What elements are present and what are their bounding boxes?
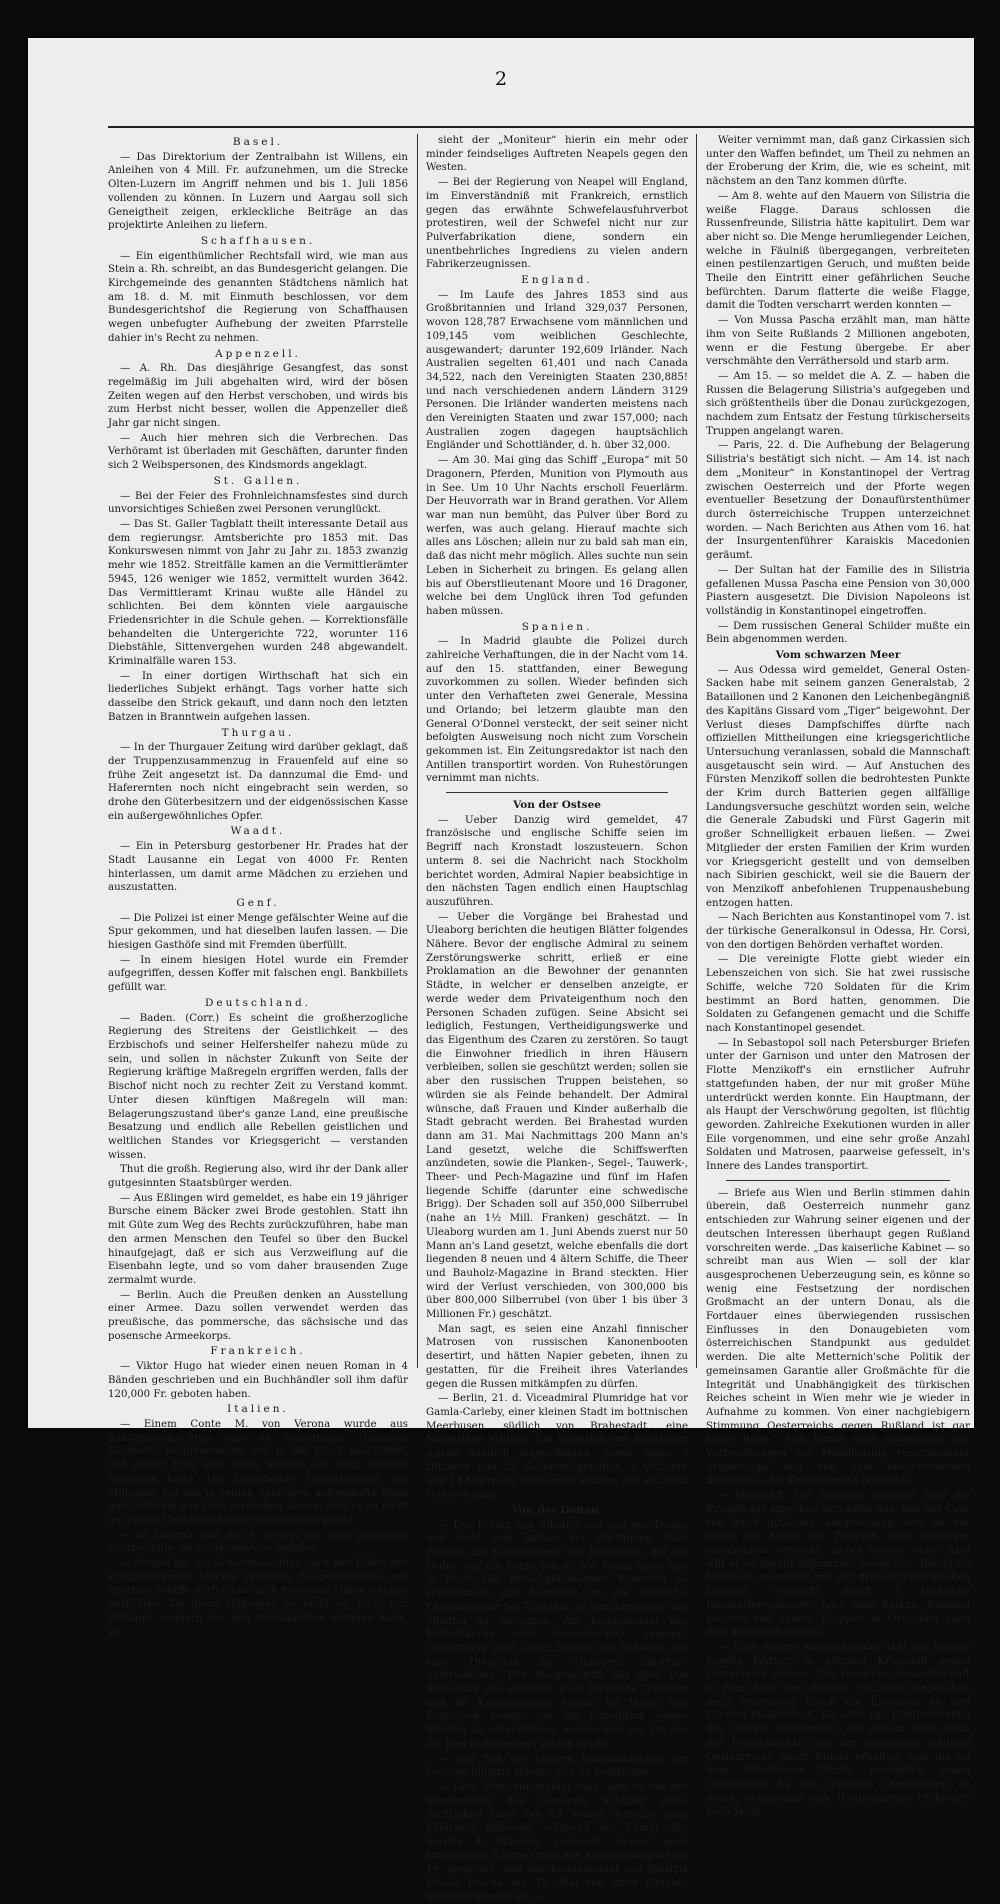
article-paragraph: — Das St. Galler Tagblatt theilt interessante Detail aus dem regierungsr. Amtsberichte pro 1853 mit. Das Konkurswesen nimmt von Jahr zu Jahr zu. 1853 zwanzig mehr wie 1852. Streitfälle kamen an die Vermittlerämter 5945, 126 weniger wie 1852, vermittelt wurden 3642. Das Vermittleramt Krinau wußte alle Händel zu schlichten. Bei dem könnten viele aargauische Friedensrichter in die Schule gehen. — Korrektionsfälle behandelten die Untergerichte 722, worunter 116 Diebstähle, Sittenvergehen wurden 248 abgewandelt. Kriminalfälle waren 153. <box>108 518 408 668</box>
article-paragraph: — Im Laufe des Jahres 1853 sind aus Großbritannien und Irland 329,037 Personen, wovon 128,787 Erwachsene vom männlichen und 109,145 vom weiblichen Geschlechte, ausgewandert; darunter 192,609 Irländer. Nach Australien segelten 61,401 und nach Canada 34,522, nach den Vereinigten Staaten 230,885! und nach verschiedenen andern Ländern 3129 Personen. Die Irländer wanderten meistens nach den Vereinigten Staaten und zwar 157,000; nach Australien zogen dagegen hauptsächlich Engländer und Schottländer, d. h. über 32,000. <box>426 289 688 452</box>
article-paragraph: — Am 8. wehte auf den Mauern von Silistria die weiße Flagge. Daraus schlossen die Russenfreunde, Silistria hätte kapitulirt. Dem war aber nicht so. Die Menge herumliegender Leichen, welche in Fäulniß übergegangen, verbreiteten einen pestilenzartigen Geruch, und mußten beide Theile den Eintritt einer gefährlichen Seuche befürchten. Darum flatterte die weiße Flagge, damit die Todten verscharrt werden konnten — <box>706 190 970 312</box>
column-3 <box>706 134 970 1818</box>
section-heading: Thurgau. <box>221 726 295 739</box>
article-paragraph: — Die vereinigte Flotte giebt wieder ein Lebenszeichen von sich. Sie hat zwei russische Schiffe, welche 720 Soldaten für die Krim bestimmt an Bord hatten, genommen. Die Soldaten zu Gefangenen gemacht und die Schiffe nach Konstantinopel gesendet. <box>706 954 970 1034</box>
article-paragraph: — Dem Moniteur meldet man, daß es mit der Verwundung des Generals Schilder seine Richtigkeit habe. Am 13. wurde derselbe nach Kalarasch gebracht, während der Kampf, der bereits 4 Stunden gedauert, immer noch fortwüthete. Ebenso wird aus Konstantinopel vom 10. gemeldet, daß der Kommandant von Silistria Mussa Pascha am 31. Mai von einer Granate getödtet worden sei. — <box>426 1781 688 1903</box>
article-paragraph: — Eine Wiener Korrespondenz läßt die Russen bereits faktisch in offenem Kriegsfall gegen Oesterreich stehen. Die russische Gesandtschaft in Wien habe den Auftrag, von allen Depeschen nach Petersburg durch ein Exemplar an den Fürsten Paskewitsch, als alter ego (Stellvertreter) des Czaren, abzusenden. Auf diesem Wege habe der Feldmarschall von der drohenden Haltung Oesterreichs sofort Kunde erhalten, was ihn zu dem Entschlusse führte, persönlich gegen Oesterreich zu den nöthigen Operationen zu leiten, demgemäß sein Hauptquartier rückwärts nach Jassy <box>706 1641 970 1818</box>
article-paragraph: — Berlin, 21. d. Viceadmiral Plumridge hat vor Gamla-Carleby, einer kleinen Stadt im bottnischen Meerbusen, südlich von Brahestadt, eine Niederlage erlitten. Ein Ueberfall der Engländer wurde nämlich abgeschlagen, wobei ihnen 3 Offiziere und 28 Soldaten getödtet, 2 Offiziere und 14 Matrosen verwundet wurden und ein Boot verloren ging. <box>426 1393 688 1501</box>
article-paragraph: — Mittwoch. Die heutigen Berichte über die Kriegsfrage sprechen sich offen aus, daß der Czar von einer gütlichen Ausgleichung, wie sie vor allem der König von Preußen, sein Schwager anzubahnen versucht, nichts wissen wolle. Also will er es darauf ankommen lassen?! — Der Prinz Napoleon marschirt mit der dritten französischen Division, verstärkt durch 3 türkische Infanterieregimenter nach dem Balkan. England beordre von seinen Truppen in Ostindien nach dem Kriegsschauplatz. <box>706 1490 970 1639</box>
section-heading: Waadt. <box>230 825 286 838</box>
section-heading: England. <box>521 274 593 287</box>
article-paragraph: — In der Thurgauer Zeitung wird darüber geklagt, daß der Truppenzusammenzug in Frauenfeld auf eine so frühe Zeit angesetzt ist. Da dannzumal die Emd- und Haferernten noch nicht eingebracht sein werden, so drohe den Güterbesitzern und der eidgenössischen Kasse ein außergewöhnliches Opfer. <box>108 742 408 822</box>
section-heading: Frankreich. <box>210 1345 306 1358</box>
column-divider <box>696 134 697 1368</box>
article-paragraph: — Am 30. Mai ging das Schiff „Europa“ mit 50 Dragonern, Pferden, Munition von Plymouth aus in See. Um 10 Uhr Nachts erscholl Feuerlärm. Der Heuvorrath war in Brand gerathen. Vor Allem war man nun bemüht, das Pulver über Bord zu werfen, was auch gelang. Hierauf machte sich alles ans Löschen; allein nur zu bald sah man ein, daß das nicht mehr möglich. Alles suchte nun sein Leben in Sicherheit zu bringen. Es gelang allen bis auf Oberstlieutenant Moore und 16 Dragoner, welche bei dem Unglück ihren Tod gefunden haben müssen. <box>426 455 688 617</box>
article-paragraph: — Ueber Danzig wird gemeldet, 47 französische und englische Schiffe seien im Begriff nach Kronstadt loszusteuern. Schon unterm 8. sei die Nachricht nach Stockholm berichtet worden, Admiral Napier beabsichtige in den nächsten Tagen endlich einen Hauptschlag auszuführen. <box>426 814 688 908</box>
column-divider <box>417 134 418 1368</box>
article-paragraph: — A. Rh. Das diesjährige Gesangfest, das sonst regelmäßig im Juli abgehalten wird, wird der bösen Zeiten wegen auf den Herbst verschoben, und wirds bis zum Herbst nicht besser, wollen die Appenzeller dieß Jahr gar nicht singen. <box>108 363 408 430</box>
section-heading: Genf. <box>236 896 280 909</box>
article-paragraph: — Der Ersatz von Silistria soll von der Donau und nicht vom Balkan her stattfinden. Said Pascha, der Kommandant von Rustschuk, hat die Ordre, der ein Korps von 40,000 Mann nebst den in Rustschuk zurückgebliebenen Reserven zu versammeln, das bestimmt ist, die russische Centrumslinie bei Turtukai zu durchbrechen und Silistria zu entsetzen. Als Kommandant des Entsatzkorps wird Ismender-Bey genannt. Gleichzeitig wird Omer Pascha von Schumla aus eine Diversion zu Gunsten Silistria's unternehmen. Der Hauptangriff soll aber von Rustschuk aus erfolgen. Zwei türkische Dampfer und 80 Kanonenboote stehen im Hafen von Rustschuk bereit, um die Expedition gegen Silistria zu unterstützen, welche sich am 18. der 20. Juni in Bewegung setzen dürfte. <box>426 1519 688 1750</box>
header-rule <box>108 126 974 128</box>
article-paragraph: — Am 15. — so meldet die A. Z. — haben die Russen die Belagerung Silistria's aufgegeben und sich größtentheils über die Donau zurückgezogen, nachdem zum Entsatz der Festung türkischerseits Truppen angelangt waren. <box>706 370 970 437</box>
section-heading: Spanien. <box>521 620 593 633</box>
article-paragraph: — Aus Odessa wird gemeldet, General Osten-Sacken habe mit seinem ganzen Generalstab, 2 Bataillonen und 2 Kanonen den Leichenbegängniß des Kapitäns Gissard vom „Tiger“ beigewohnt. Der Verlust dieses Dampfschiffes dürfte nach offiziellen Mittheilungen eine kriegsgerichtliche Untersuchung veranlassen, sobald die Mannschaft ausgetauscht sein wird. — Auf Anstuchen des Fürsten Menzikoff sollen die bedrohtesten Punkte der Krim durch Batterien gegen allfällige Landungsversuche geschützt worden sein, welche die Generale Zabudski und Fürst Gagerin mit großer Schnelligkeit erbauen ließen. — Zwei Mitglieder der ersten Familien der Krim wurden vor Kriegsgericht gestellt und von demselben nach Sibirien geschickt, weil sie die Bauern der von Menzikoff anbefohlenen Truppenaushebung entzogen hatten. <box>706 664 970 909</box>
article-paragraph: sieht der „Moniteur“ hierin ein mehr oder minder feindseliges Auftreten Neapels gegen den Westen. <box>426 135 688 174</box>
article-paragraph: — Einem Conte M. von Verona wurde aus Sanitätsrücksichten eine so bedeutende Quantität Maismehl weggenommen und in die Etsch geschüttet, daß dieser Fluß eine lange Strecke ein ganz anderes Aussehen hatte. Der betreffende Fruchtbesitzer, ein Millionär, hat das in seinen Speichern aufgehäufte Mehl und Getreide aus Geiz verderben lassen, weil er es nicht um einige Centesimi billiger losschlagen wollte. <box>108 1418 408 1526</box>
article-paragraph: — Bei der Feier des Frohnleichnamsfestes sind durch unvorsichtiges Schießen zwei Personen verunglückt. <box>108 490 408 516</box>
section-heading: Basel. <box>232 136 284 148</box>
section-heading: Italien. <box>227 1403 289 1416</box>
article-paragraph: — Viktor Hugo hat wieder einen neuen Roman in 4 Bänden geschrieben und ein Buchhändler soll ihm dafür 120,000 Fr. geboten haben. <box>108 1361 408 1400</box>
section-heading: St. Gallen. <box>213 474 303 487</box>
article-paragraph: Man sagt, es seien eine Anzahl finnischer Matrosen von russischen Kanonenbooten desertirt, und hätten Napier gebeten, ihnen zu gestatten, für die Freiheit ihres Vaterlandes gegen die Russen mitkämpfen zu dürfen. <box>426 1323 688 1390</box>
article-paragraph: — In einem hiesigen Hotel wurde ein Fremder aufgegriffen, dessen Koffer mit falschen engl. Bankbillets gefüllt war. <box>108 954 408 994</box>
article-paragraph: — Neapel hat die Schwefelausfuhr nach den Häfen der kriegsführenden Mächte verboten. Neapolitanische und neutrale Schiffe dürfen nur nach neutralen Häfen solchen ausführen. Da diese Maßregel, so heißt es, nicht nur Rußland, sondern nur den Westmächten schaden kann, so <box>108 1558 408 1638</box>
section-heading: Schaffhausen. <box>200 234 316 247</box>
article-paragraph: — In Livorno sind am 9. wegen der sehr günstigen Erntberichte die Getreidepreise gefallen. <box>108 1529 408 1555</box>
page-number: 2 <box>494 68 508 90</box>
article-paragraph: — In Sebastopol soll nach Petersburger Briefen unter der Garnison und unter den Matrosen der Flotte Menzikoff's ein ernstlicher Aufruhr stattgefunden haben, der nur mit großer Mühe unterdrückt werden konnte. Ein Hauptmann, der als Haupt der Verschwörung gegolten, ist flüchtig geworden. Zahlreiche Exekutionen wurden in aller Eile vorgenommen, und eine sehr große Anzahl Soldaten und Matrosen, paarweise gefesselt, in's Innere des Landes transportirt. <box>706 1037 970 1173</box>
article-paragraph: — Paris, 22. d. Die Aufhebung der Belagerung Silistria's bestätigt sich nicht. — Am 14. ist nach dem „Moniteur“ in Konstantinopel der Vertrag zwischen Oesterreich und der Pforte wegen eventueller Besetzung der Donaufürstenthümer durch österreichische Truppen unterzeichnet worden. — Nach Berichten aus Athen vom 16. hat der Insurgentenführer Karaiskis Macedonien geräumt. <box>706 440 970 562</box>
section-heading: Von der Donau. <box>511 1503 603 1516</box>
article-paragraph: — Der Tod des tapfern Kommandanten der Festung Silistria scheint sich zu bestätigen. <box>426 1753 688 1779</box>
article-paragraph: — In Madrid glaubte die Polizei durch zahlreiche Verhaftungen, die in der Nacht vom 14. auf den 15. stattfanden, einer Bewegung zuvorkommen zu sollen. Wieder befinden sich unter den Verhafteten zwei Generale, Messina und Orlando; bei letzerm glaubte man den General O'Donnel versteckt, der seit seiner nicht befolgten Ausweisung noch nicht zum Vorschein gekommen ist. Ein Zeitungsredaktor ist nach den Antillen transportirt worden. Von Ruhestörungen vernimmt man nichts. <box>426 636 688 785</box>
article-paragraph: — Baden. (Corr.) Es scheint die großherzogliche Regierung des Streitens der Geistlichkeit — des Erzbischofs und seiner Helfershelfer nahezu müde zu sein, und sollen in nächster Zukunft von Seite der Regierung kräftige Maßregeln ergriffen werden, falls der Bischof nicht noch zu rechter Zeit zu Verstand kommt. Unter diesen künftigen Maßregeln will man: Belagerungszustand über's ganze Land, eine preußische Besatzung und endlich alle Rebellen geistlichen und weltlichen Standes vor Kriegsgericht — verstanden wissen. <box>108 1012 408 1161</box>
article-paragraph: Weiter vernimmt man, daß ganz Cirkassien sich unter den Waffen befindet, um Theil zu nehmen an der Eroberung der Krim, die, wie es scheint, mit nächstem an den Tanz kommen dürfte. <box>706 135 970 188</box>
article-paragraph: — Von Mussa Pascha erzählt man, man hätte ihm von Seite Rußlands 2 Millionen angeboten, wenn er die Festung übergebe. Er aber verschmähte den Verräthersold und starb arm. <box>706 315 970 368</box>
section-heading: Deutschland. <box>204 996 312 1009</box>
section-divider <box>446 792 668 793</box>
article-paragraph: — Nach Berichten aus Konstantinopel vom 7. ist der türkische Generalkonsul in Odessa, Hr. Corsi, von den dortigen Behörden verhaftet worden. <box>706 912 970 951</box>
section-heading: Vom schwarzen Meer <box>775 649 901 662</box>
article-paragraph: — Ein in Petersburg gestorbener Hr. Prades hat der Stadt Lausanne ein Legat von 4000 Fr. Renten hinterlassen, um damit arme Mädchen zu erziehen und auszustatten. <box>108 841 408 894</box>
section-heading: Appenzell. <box>215 347 301 360</box>
newspaper-page <box>28 38 974 1903</box>
article-paragraph: — Dem russischen General Schilder mußte ein Bein abgenommen werden. <box>706 620 970 646</box>
article-paragraph: — In einer dortigen Wirthschaft hat sich ein liederliches Subjekt erhängt. Tags vorher hatte sich dasselbe den Strick gekauft, und dann noch den letzten Batzen in Branntwein aufgehen lassen. <box>108 670 408 723</box>
article-paragraph: — Bei der Regierung von Neapel will England, im Einverständniß mit Frankreich, ernstlich gegen das erwähnte Schwefelausfuhrverbot protestiren, weil der Schwefel nicht nur zur Pulverfabrikation diene, sondern ein unentbehrliches Ingrediens zu vielen andern Fabrikerzeugnissen. <box>426 177 688 271</box>
article-paragraph: — Briefe aus Wien und Berlin stimmen dahin überein, daß Oesterreich nunmehr ganz entschieden zur Wahrung seiner eigenen und der deutschen Interessen überhaupt gegen Rußland vorschreiten werde. „Das kaiserliche Kabinet — so schreibt man aus Wien — soll der klar ausgesprochenen Ueberzeugung sein, es könne so wenig eine Festsetzung der nordischen Großmacht an der untern Donau, als die Fortdauer eines überwiegenden russischen Einflusses in den Donaugebieten vom österreichischen Standpunkt aus geduldet werden. Die alte Metternich'sche Politik der gemeinsamen Garantie aller Großmächte für die Integrität und Unabhängigkeit des türkischen Reiches scheint in Wien mehr wie je wieder in Aufnahme zu kommen. Von einer nachgiebigern Stimmung Oesterreichs gegen Rußland ist gar keine Rede.“ Von Berlin wird neuerdings von Vorbereitungen zur Mobilisirung verschiedener Armeekorps und von dem bevorstehenden Abschlusse der Kriegsanleihe berichtet. <box>706 1187 970 1487</box>
article-paragraph: — Berlin. Auch die Preußen denken an Ausstellung einer Armee. Dazu sollen verwendet werden das preußische, das pommersche, das sächsische und das posensche Armeekorps. <box>108 1289 408 1342</box>
article-paragraph: — Der Sultan hat der Familie des in Silistria gefallenen Mussa Pascha eine Pension von 30,000 Piastern ausgesetzt. Die Division Napoleons ist vollständig in Konstantinopel eingetroffen. <box>706 564 970 617</box>
article-paragraph: — Die Polizei ist einer Menge gefälschter Weine auf die Spur gekommen, und hat dieselben laufen lassen. — Die hiesigen Gasthöfe sind mit Fremden überfüllt. <box>108 912 408 952</box>
section-divider <box>726 1180 950 1181</box>
article-paragraph: Thut die großh. Regierung also, wird ihr der Dank aller gutgesinnten Staatsbürger werden. <box>108 1164 408 1190</box>
article-paragraph: — Das Direktorium der Zentralbahn ist Willens, ein Anleihen von 4 Mill. Fr. aufzunehmen, um die Strecke Olten-Luzern im Angriff nehmen und bis 1. Juli 1856 vollenden zu können. In Luzern und Aargau soll sich Geneigtheit zeigen, erkleckliche Beiträge an das projektirte Anleihen zu liefern. <box>108 151 408 232</box>
section-heading: Von der Ostsee <box>513 799 601 812</box>
article-paragraph: — Auch hier mehren sich die Verbrechen. Das Verhöramt ist überladen mit Geschäften, darunter finden sich 2 Weibspersonen, des Kindsmords angeklagt. <box>108 432 408 472</box>
column-1 <box>108 134 408 1638</box>
article-paragraph: — Ueber die Vorgänge bei Brahestad und Uleaborg berichten die heutigen Blätter folgendes Nähere. Bevor der englische Admiral zu seinem Zerstörungswerke schritt, erließ er eine Proklamation an die Bewohner der genannten Städte, in welcher er denselben anzeigte, er werde weder dem Privateigenthum noch den Personen Schaden zufügen. Seine Absicht sei lediglich, Festungen, Vertheidigungswerke und das Eigenthum des Czaren zu zerstören. So taugt die Einwohner friedlich in ihren Häusern verbleiben, sollen sie geschützt werden; sollen sie aber den russischen Truppen beistehen, so würden sie als Feinde behandelt. Der Admiral wünsche, daß Frauen und Kinder außerhalb die Stadt gebracht werden. Bei Brahestad wurden dann am 31. Mai Nachmittags 200 Mann an's Land gesetzt, welche die Schiffswerften anzündeten, sowie die Planken-, Segel-, Tauwerk-, Theer- und Pech-Magazine und fünf im Hafen liegende Schiffe (darunter eine schwedische Brigg). Der Schaden soll auf 350,000 Silberrubel (nahe an 1½ Mill. Franken) geschätzt. — In Uleaborg wurden am 1. Juni Abends zuerst nur 50 Mann an's Land gesetzt, welche ebenfalls die dort liegenden 8 neuen und 4 ältern Schiffe, die Theer und Bauholz-Magazine in Brand steckten. Hier wird der Verlust verschieden, von 300,000 bis über 800,000 Silberrubel (von über 1 bis über 3 Millionen Fr.) geschätzt. <box>426 911 688 1321</box>
article-paragraph: — Ein eigenthümlicher Rechtsfall wird, wie man aus Stein a. Rh. schreibt, an das Bundesgericht gelangen. Die Kirchgemeinde des genannten Städtchens nämlich hat am 18. d. M. mit Einmuth beschlossen, vor dem Bundesgerichtshof die Regierung von Schaffhausen wegen unbefugter Aufhebung der zweiten Pfarrstelle dahier in's Recht zu nehmen. <box>108 250 408 344</box>
article-paragraph: — Aus Eßlingen wird gemeldet, es habe ein 19 jähriger Bursche einem Bäcker zwei Brode gestohlen. Statt ihn mit Güte zum Weg des Rechts zurückzuführen, habe man den armen Menschen den Teufel so über den Buckel hinaufgejagt, daß er sich aus Verzweiflung auf die Eisenbahn legte, und so vom daher brausenden Zuge zermalmt wurde. <box>108 1192 408 1286</box>
column-2 <box>426 134 688 1903</box>
